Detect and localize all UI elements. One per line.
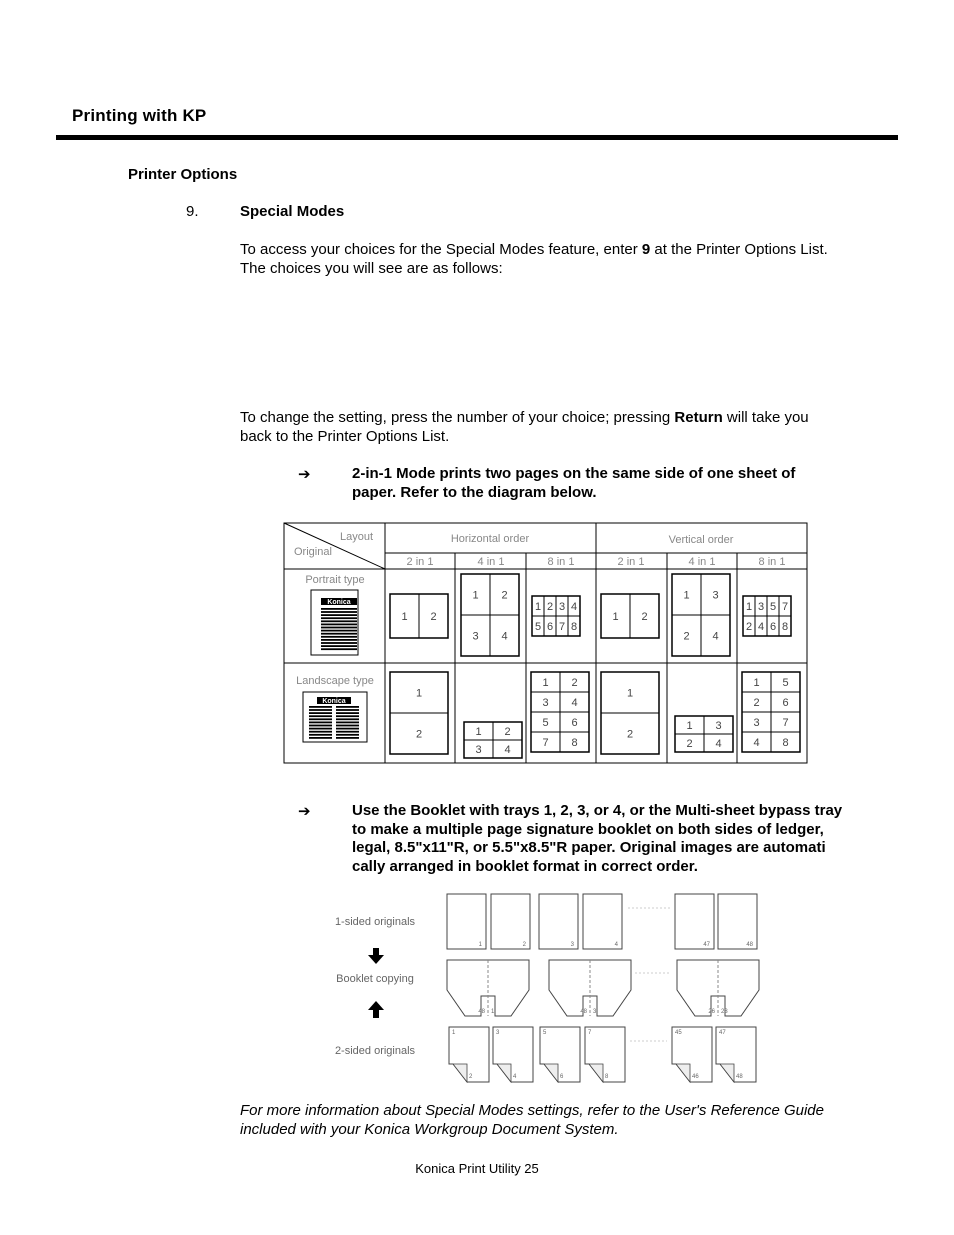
page-number: 5 bbox=[534, 621, 542, 633]
landscape-v-4in1 bbox=[675, 716, 733, 752]
text-line bbox=[321, 633, 357, 635]
page-number: 1 bbox=[452, 1030, 456, 1036]
page-number: 7 bbox=[542, 737, 549, 749]
text-line bbox=[336, 734, 359, 736]
change-setting-paragraph bbox=[240, 408, 880, 446]
landscape-h-2in1 bbox=[390, 672, 448, 754]
page-number: 1 bbox=[534, 601, 542, 613]
text-line bbox=[336, 722, 359, 724]
page-number: 1 bbox=[491, 1009, 495, 1015]
page-number: 4 bbox=[753, 737, 760, 749]
two-sided-page bbox=[493, 1027, 533, 1082]
page-number: 5 bbox=[769, 601, 777, 613]
page-number: 47 bbox=[703, 942, 710, 948]
page-number: 6 bbox=[769, 621, 777, 633]
text-line bbox=[336, 712, 359, 714]
page-number: 1 bbox=[401, 611, 408, 623]
text-line bbox=[309, 725, 332, 727]
page-number: 8 bbox=[782, 737, 789, 749]
text-line bbox=[309, 715, 332, 717]
two-sided-page bbox=[585, 1027, 625, 1082]
corner-layout-label: Layout bbox=[339, 531, 373, 543]
page-number: 4 bbox=[715, 738, 722, 750]
closing-note bbox=[240, 1101, 880, 1139]
portrait-thumb-label: Konica bbox=[327, 599, 351, 606]
text-line bbox=[309, 712, 332, 714]
booklet-sheet bbox=[549, 960, 631, 1016]
page-number: 6 bbox=[571, 717, 578, 729]
page-number: 3 bbox=[472, 630, 479, 643]
page-number: 6 bbox=[782, 697, 789, 709]
landscape-v-2in1 bbox=[601, 672, 659, 754]
page-number: 7 bbox=[782, 717, 789, 729]
text-line bbox=[336, 715, 359, 717]
text-line bbox=[336, 725, 359, 727]
text-line bbox=[321, 642, 357, 644]
text-line bbox=[336, 731, 359, 733]
page-number: 1 bbox=[415, 687, 423, 700]
text-line bbox=[309, 734, 332, 736]
page-number: 4 bbox=[757, 621, 765, 633]
page-number: 3 bbox=[712, 589, 719, 602]
page-number: 6 bbox=[560, 1074, 564, 1080]
page-number: 4 bbox=[712, 630, 719, 643]
page-number: 3 bbox=[570, 942, 574, 948]
page-number: 7 bbox=[558, 621, 566, 633]
column-header: 4 in 1 bbox=[477, 556, 505, 568]
page-number: 5 bbox=[782, 677, 789, 689]
text-line bbox=[321, 627, 357, 629]
para2-text-a: To change the setting, press the number of your choice; pressing bbox=[240, 409, 675, 426]
page-number: 2 bbox=[504, 726, 511, 738]
page-number: 4 bbox=[501, 630, 508, 643]
column-header: 4 in 1 bbox=[688, 556, 716, 568]
page-number: 46 bbox=[692, 1074, 699, 1080]
page-number: 4 bbox=[513, 1074, 517, 1080]
group-horizontal-label: Horizontal order bbox=[450, 533, 530, 545]
landscape-thumbnail bbox=[303, 692, 367, 742]
page-number: 48 bbox=[736, 1074, 743, 1080]
portrait-v-8in1 bbox=[743, 596, 791, 636]
page-number: 45 bbox=[675, 1030, 682, 1036]
page-number: 3 bbox=[542, 697, 549, 709]
page-number: 1 bbox=[542, 677, 549, 689]
original-page bbox=[539, 894, 578, 949]
bullet2-line: Use the Booklet with trays 1, 2, 3, or 4, or the Multi-sheet bypass tray bbox=[352, 802, 843, 819]
group-vertical-label: Vertical order bbox=[668, 534, 734, 546]
page-number: 2 bbox=[522, 942, 526, 948]
layout-order-table bbox=[283, 522, 809, 765]
label-one-sided: 1-sided originals bbox=[334, 916, 416, 928]
two-sided-page bbox=[672, 1027, 712, 1082]
text-line bbox=[321, 608, 357, 610]
page-number: 8 bbox=[571, 737, 578, 749]
page-number: 2 bbox=[626, 728, 634, 741]
para2-bold-return: Return bbox=[674, 409, 723, 426]
page-number: 1 bbox=[753, 677, 760, 689]
original-page bbox=[718, 894, 757, 949]
portrait-h-4in1 bbox=[461, 574, 519, 656]
text-line bbox=[321, 645, 357, 647]
page-number: 4 bbox=[571, 697, 578, 709]
page-number: 6 bbox=[546, 621, 554, 633]
two-sided-page bbox=[449, 1027, 489, 1082]
para1-line2: The choices you will see are as follows: bbox=[240, 260, 503, 277]
page-number: 3 bbox=[757, 601, 765, 613]
bullet-booklet bbox=[352, 802, 877, 876]
page-number: 48 bbox=[746, 942, 753, 948]
original-page bbox=[491, 894, 530, 949]
portrait-v-4in1 bbox=[672, 574, 730, 656]
text-line bbox=[336, 728, 359, 730]
para2-text-c: will take you bbox=[722, 409, 809, 426]
landscape-h-4in1 bbox=[464, 722, 522, 758]
original-page bbox=[675, 894, 714, 949]
section-subheading: Printer Options bbox=[128, 166, 238, 183]
page-number: 48 bbox=[580, 1009, 587, 1015]
page-number: 1 bbox=[472, 589, 479, 602]
arrow-down-icon bbox=[368, 948, 384, 964]
heading-rule bbox=[56, 135, 898, 140]
text-line bbox=[321, 617, 357, 619]
text-line bbox=[336, 718, 359, 720]
text-line bbox=[321, 639, 357, 641]
page-heading: Printing with KP bbox=[72, 106, 207, 125]
page-number: 1 bbox=[745, 601, 753, 613]
text-line bbox=[321, 624, 357, 626]
page-number: 3 bbox=[753, 717, 760, 729]
row-landscape-label: Landscape type bbox=[296, 675, 374, 687]
access-paragraph bbox=[240, 240, 880, 278]
page-footer: Konica Print Utility 25 bbox=[415, 1161, 539, 1176]
text-line bbox=[309, 728, 332, 730]
page-number: 4 bbox=[504, 744, 511, 756]
para2-line2: back to the Printer Options List. bbox=[240, 428, 450, 445]
page-number: 3 bbox=[475, 744, 482, 756]
portrait-h-2in1 bbox=[390, 594, 448, 638]
page-number: 4 bbox=[614, 942, 618, 948]
page-number: 2 bbox=[469, 1074, 473, 1080]
page-number: 2 bbox=[415, 728, 423, 741]
page-number: 1 bbox=[475, 726, 482, 738]
page-number: 2 bbox=[571, 677, 578, 689]
original-page bbox=[583, 894, 622, 949]
bullet2-line: legal, 8.5"x11"R, or 5.5"x8.5"R paper. Original images are automati bbox=[352, 839, 826, 856]
page-number: 3 bbox=[558, 601, 566, 613]
text-line bbox=[321, 620, 357, 622]
para1-text-c: at the Printer Options List. bbox=[650, 241, 828, 258]
text-line bbox=[309, 706, 332, 708]
label-two-sided: 2-sided originals bbox=[334, 1045, 416, 1057]
closing-line: For more information about Special Modes settings, refer to the User's Reference Guide bbox=[240, 1102, 824, 1119]
page-number: 2 bbox=[686, 738, 693, 750]
booklet-diagram bbox=[325, 888, 765, 1088]
text-line bbox=[321, 614, 357, 616]
page-number: 23 bbox=[721, 1009, 728, 1015]
text-line bbox=[309, 731, 332, 733]
page-number: 1 bbox=[683, 589, 690, 602]
row-portrait-label: Portrait type bbox=[305, 574, 365, 586]
bullet-2in1 bbox=[352, 465, 877, 502]
closing-line: included with your Konica Workgroup Document System. bbox=[240, 1121, 619, 1138]
bullet1-line: 2-in-1 Mode prints two pages on the same side of one sheet of bbox=[352, 465, 796, 482]
page-number: 1 bbox=[686, 720, 693, 732]
page-number: 3 bbox=[593, 1009, 597, 1015]
page-number: 48 bbox=[478, 1009, 485, 1015]
text-line bbox=[309, 722, 332, 724]
page-number: 8 bbox=[781, 621, 789, 633]
page-number: 7 bbox=[588, 1030, 592, 1036]
text-line bbox=[309, 737, 332, 739]
page-number: 5 bbox=[542, 717, 549, 729]
bullet2-line: cally arranged in booklet format in correct order. bbox=[352, 857, 698, 875]
page-number: 1 bbox=[626, 687, 634, 700]
page-number: 4 bbox=[570, 601, 578, 613]
para1-text-a: To access your choices for the Special Modes feature, enter bbox=[240, 241, 642, 258]
arrow-up-icon bbox=[368, 1001, 384, 1018]
landscape-h-8in1 bbox=[531, 672, 589, 752]
page-number: 7 bbox=[781, 601, 789, 613]
item-title: Special Modes bbox=[240, 203, 345, 220]
page-number: 1 bbox=[478, 942, 482, 948]
page-number: 2 bbox=[546, 601, 554, 613]
page-number: 26 bbox=[708, 1009, 715, 1015]
text-line bbox=[321, 648, 357, 650]
page-number: 47 bbox=[719, 1030, 726, 1036]
text-line bbox=[336, 709, 359, 711]
text-line bbox=[309, 718, 332, 720]
bullet-arrow-icon: ➔ bbox=[298, 803, 311, 820]
page-number: 2 bbox=[430, 611, 437, 623]
portrait-h-8in1 bbox=[532, 596, 580, 636]
column-header: 2 in 1 bbox=[406, 556, 434, 568]
two-sided-page bbox=[540, 1027, 580, 1082]
page-number: 2 bbox=[745, 621, 753, 633]
landscape-thumb-label: Konica bbox=[322, 698, 346, 705]
text-line bbox=[336, 706, 359, 708]
text-line bbox=[321, 611, 357, 613]
two-sided-page bbox=[716, 1027, 756, 1082]
page-number: 2 bbox=[753, 697, 760, 709]
booklet-sheet bbox=[447, 960, 529, 1016]
label-booklet: Booklet copying bbox=[336, 973, 414, 985]
page-number: 8 bbox=[605, 1074, 609, 1080]
original-page bbox=[447, 894, 486, 949]
page-number: 2 bbox=[501, 589, 508, 602]
booklet-sheet bbox=[677, 960, 759, 1016]
page-number: 2 bbox=[683, 630, 690, 643]
column-header: 8 in 1 bbox=[758, 556, 786, 568]
page-number: 5 bbox=[543, 1030, 547, 1036]
text-line bbox=[336, 737, 359, 739]
bullet1-line: paper. Refer to the diagram below. bbox=[352, 483, 597, 501]
bullet2-line: to make a multiple page signature booklet on both sides of ledger, bbox=[352, 820, 824, 838]
landscape-v-8in1 bbox=[742, 672, 800, 752]
item-number: 9. bbox=[186, 203, 199, 220]
portrait-v-2in1 bbox=[601, 594, 659, 638]
text-line bbox=[309, 709, 332, 711]
text-line bbox=[321, 636, 357, 638]
column-header: 2 in 1 bbox=[617, 556, 645, 568]
portrait-thumbnail bbox=[311, 590, 358, 655]
page-number: 1 bbox=[612, 611, 619, 623]
column-header: 8 in 1 bbox=[547, 556, 575, 568]
page-number: 2 bbox=[641, 611, 648, 623]
page-number: 3 bbox=[715, 720, 722, 732]
page-number: 3 bbox=[496, 1030, 500, 1036]
para1-bold-choice: 9 bbox=[641, 241, 651, 258]
bullet-arrow-icon: ➔ bbox=[298, 466, 311, 483]
text-line bbox=[321, 630, 357, 632]
page-number: 8 bbox=[570, 621, 578, 633]
corner-original-label: Original bbox=[294, 546, 332, 558]
